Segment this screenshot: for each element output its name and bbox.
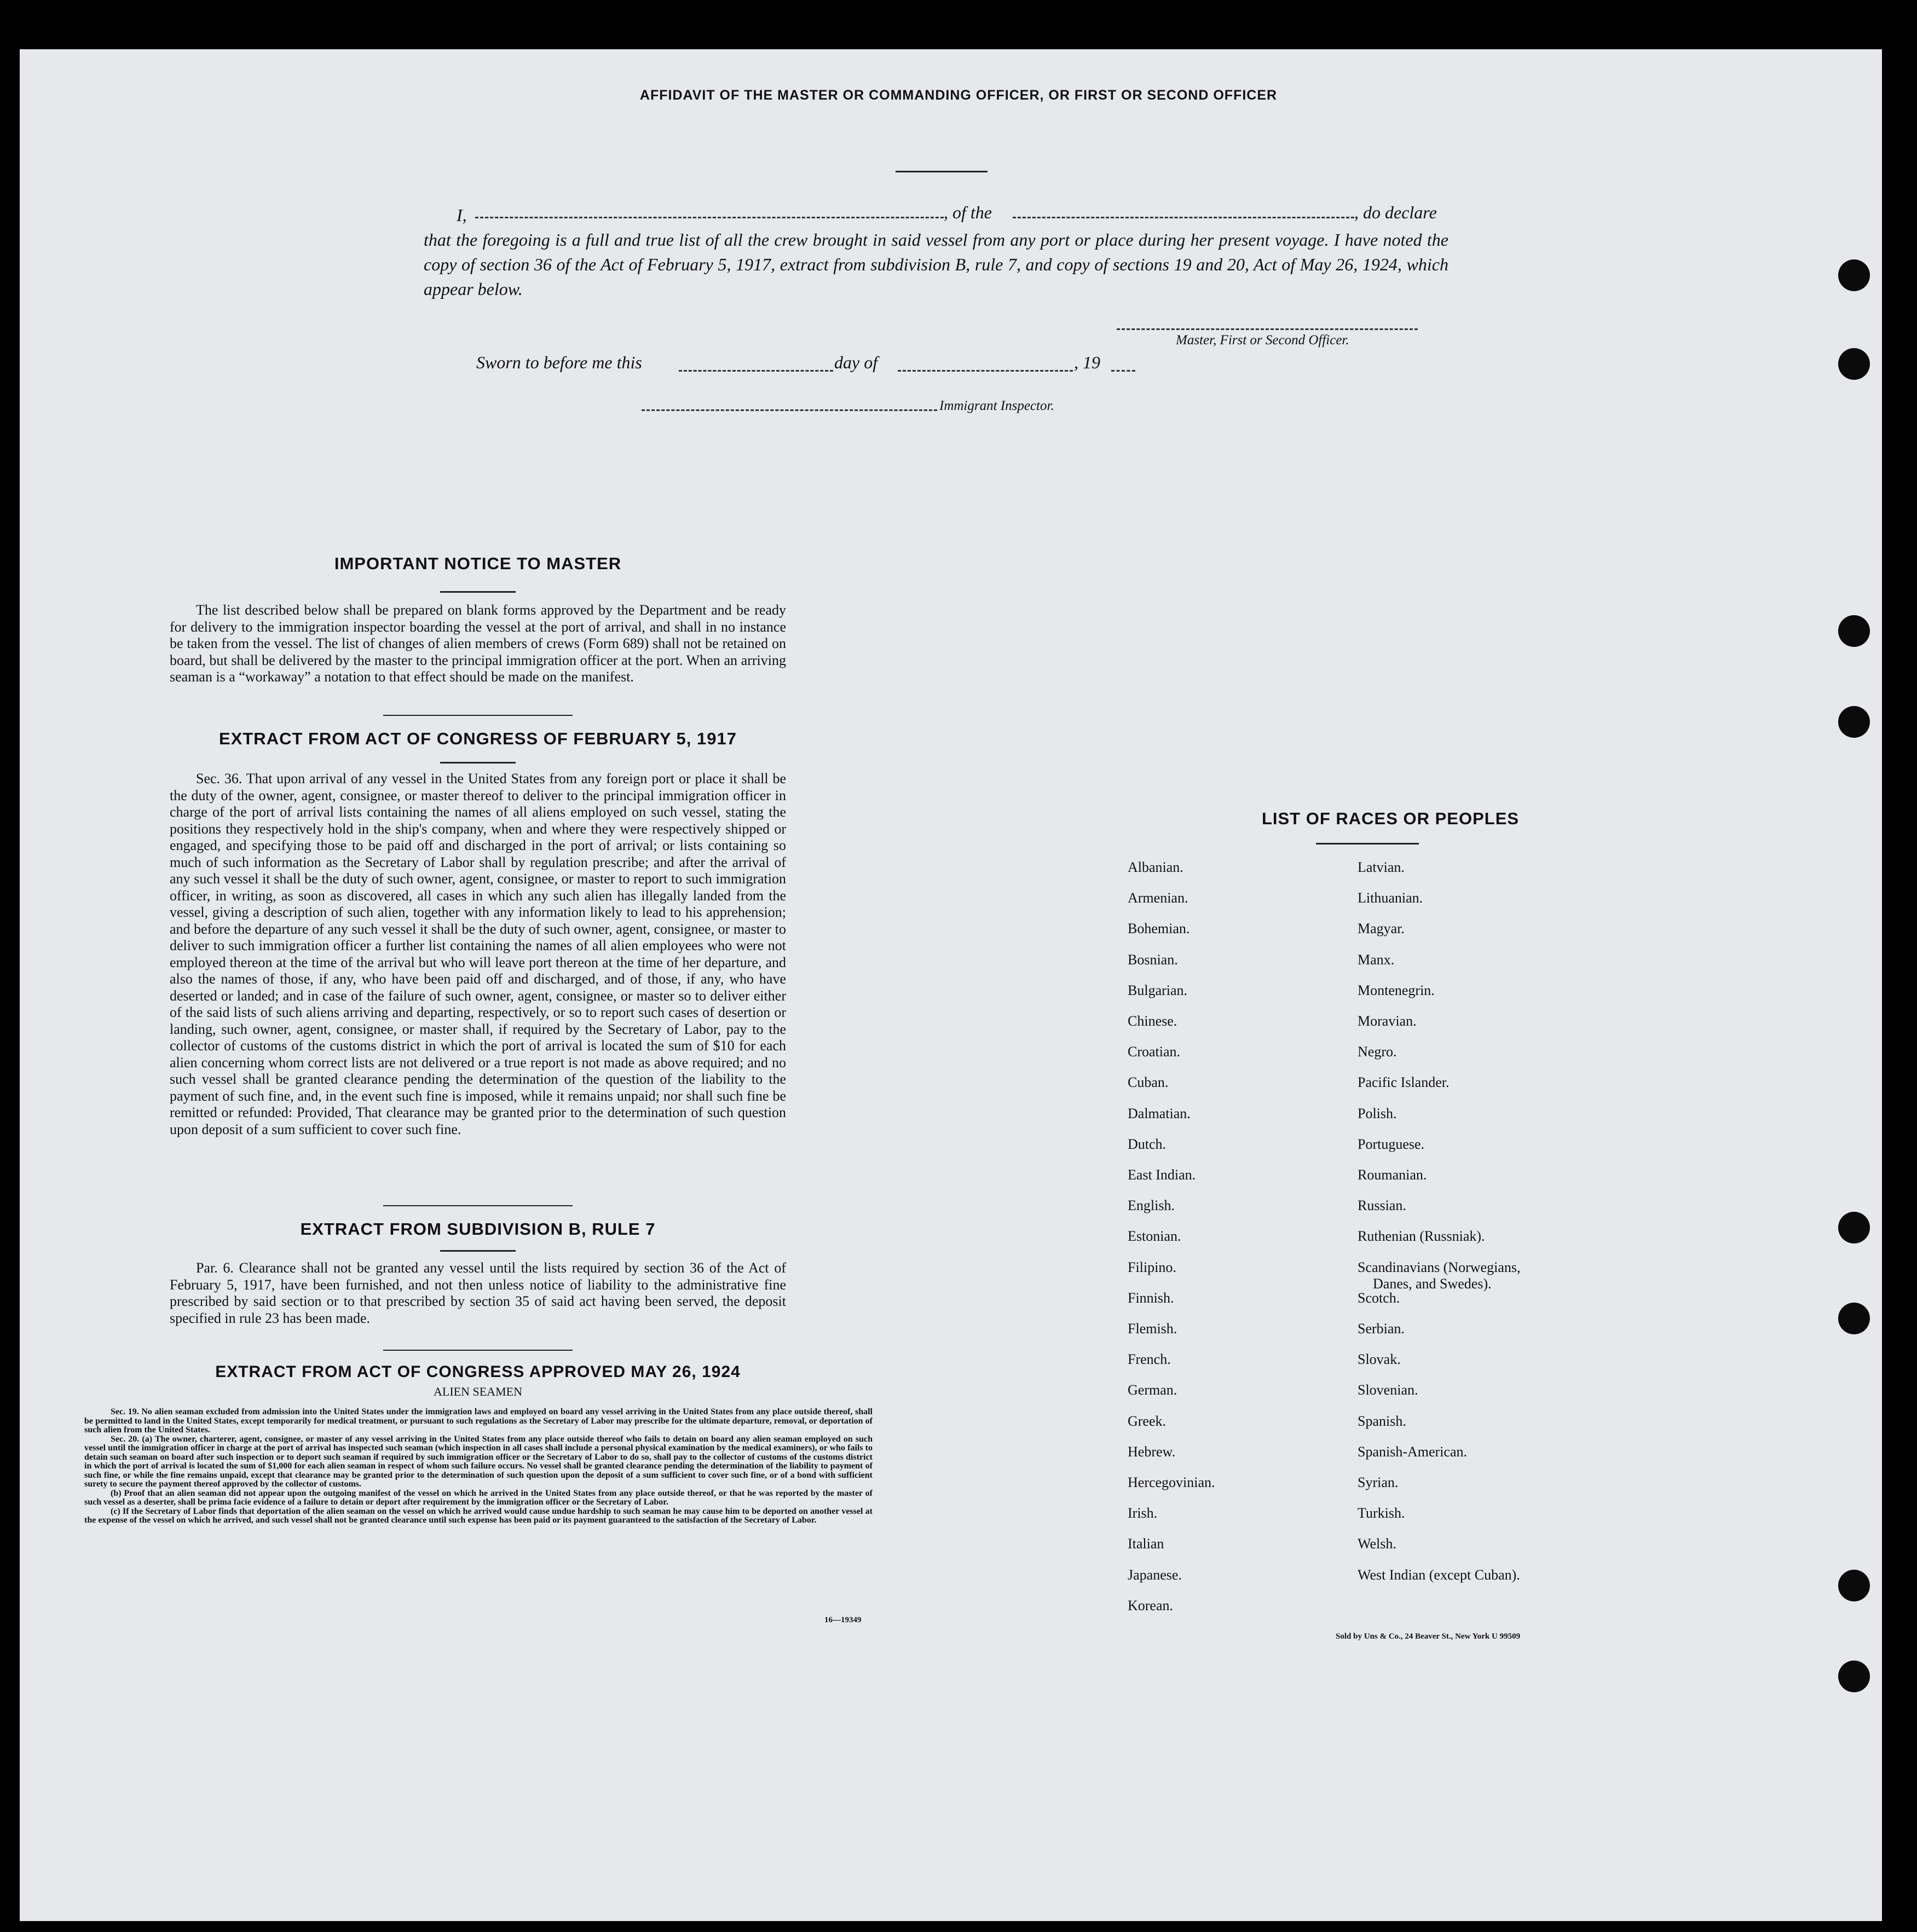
races-heading: LIST OF RACES OR PEOPLES (1261, 809, 1520, 828)
act-1917-heading-rule (440, 762, 516, 763)
binder-hole-6 (1838, 1303, 1870, 1334)
sworn-day-field[interactable] (679, 370, 833, 372)
notice-section-divider (383, 715, 573, 716)
binder-hole-4 (1838, 706, 1870, 738)
race-item: Scotch. (1358, 1290, 1400, 1306)
race-item: Albanian. (1128, 859, 1183, 875)
race-item: Danes, and Swedes). (1373, 1276, 1492, 1292)
act-1924-section-19: Sec. 19. No alien seaman excluded from admission into the United States under the immigration laws and employed on board any vessel arriving in the United States from any place outside thereof, shall be permitted to land in the United States, except temporarily for medical treatment, or pursuant to such regulations as the Secretary of Labor may prescribe for the ultimate departure, removal, or deportation of such alien from the United States. (84, 1407, 873, 1434)
race-item: Slovak. (1358, 1351, 1401, 1367)
race-item: Bulgarian. (1128, 982, 1188, 998)
race-item: Latvian. (1358, 859, 1405, 875)
race-item: Dalmatian. (1128, 1106, 1191, 1121)
act-1917-body (170, 771, 786, 1138)
act-1917-heading: EXTRACT FROM ACT OF CONGRESS OF FEBRUARY 5, 1917 (219, 729, 737, 748)
race-item: Negro. (1358, 1044, 1397, 1060)
rule-7-heading-rule (440, 1250, 516, 1252)
race-item: Polish. (1358, 1106, 1397, 1121)
race-item: Manx. (1358, 952, 1395, 968)
race-item: East Indian. (1128, 1167, 1196, 1183)
race-item: German. (1128, 1382, 1177, 1398)
rule-7-paragraph-6: Par. 6. Clearance shall not be granted any vessel until the lists required by section 36 of the Act of February 5, 1917, have been furnished, and not then unless notice of liability to the administrative fine prescribed by said section or to that prescribed by section 35 of said act having been served, the deposit specified in rule 23 has been made. (170, 1260, 786, 1326)
race-item: Filipino. (1128, 1259, 1176, 1275)
act-1924-body (84, 1408, 873, 1525)
race-item: Greek. (1128, 1413, 1167, 1429)
declare-i-label: I, (457, 205, 467, 225)
affidavit-title: AFFIDAVIT OF THE MASTER OR COMMANDING OFFICER, OR FIRST OR SECOND OFFICER (639, 88, 1278, 103)
race-item: Serbian. (1358, 1321, 1405, 1337)
printer-imprint: Sold by Uns & Co., 24 Beaver St., New York U 99509 (1336, 1632, 1521, 1641)
race-item: Dutch. (1128, 1136, 1167, 1152)
race-item: Ruthenian (Russniak). (1358, 1228, 1485, 1244)
sworn-year-field[interactable] (1111, 370, 1135, 372)
declaration-text: that the foregoing is a full and true list of all the crew brought in said vessel from any port or place during her present voyage. I have noted the copy of section 36 of the Act of February 5, 1917, extract from subdivision B, rule 7, and copy of sections 19 and 20, Act of May 26, 1924, which appear below. (424, 230, 1448, 299)
race-item: Spanish. (1358, 1413, 1406, 1429)
race-item: Irish. (1128, 1505, 1158, 1521)
races-left-column (1128, 859, 1358, 1626)
sworn-year-label: , 19 (1074, 352, 1100, 372)
race-item: Korean. (1128, 1598, 1174, 1613)
race-item: Portuguese. (1358, 1136, 1425, 1152)
notice-heading: IMPORTANT NOTICE TO MASTER (334, 554, 622, 573)
act-1917-section-divider (383, 1205, 573, 1206)
race-item: Hercegovinian. (1128, 1474, 1215, 1490)
race-item: Chinese. (1128, 1013, 1177, 1029)
race-item: Roumanian. (1358, 1167, 1427, 1183)
race-item: West Indian (except Cuban). (1358, 1567, 1520, 1583)
race-item: Armenian. (1128, 890, 1188, 906)
binder-hole-3 (1838, 615, 1870, 647)
notice-body (170, 602, 786, 686)
race-item: Welsh. (1358, 1536, 1396, 1552)
binder-hole-8 (1838, 1661, 1870, 1692)
race-item: Italian (1128, 1536, 1164, 1552)
act-1917-section-36: Sec. 36. That upon arrival of any vessel in the United States from any foreign port or place it shall be the duty of the owner, agent, consignee, or master thereof to deliver to the principal immigration officer in charge of the port of arrival lists containing the names of all aliens employed on such vessel, stating the positions they respectively hold in the ship's company, when and where they were respectively shipped or engaged, and specifying those to be paid off and discharged in the port of arrival; or lists containing so much of such information as the Secretary of Labor shall by regulation prescribe; and after the arrival of any such vessel it shall be the duty of such owner, agent, consignee, or master to report to such immigration officer, in writing, as soon as discovered, all cases in which any such alien has illegally landed from the vessel, giving a description of such alien, together with any information likely to lead to his apprehension; and before the departure of any such vessel it shall be the duty of such owner, agent, consignee, or master to deliver to such immigration officer a further list containing the names of all alien employees who were not employed thereon at the time of the arrival but who will leave port thereon at the time of her departure, and also the names of those, if any, who have been paid off and discharged, and of those, if any, who have deserted or landed; and in case of the failure of such owner, agent, consignee, or master so to deliver either of the said lists of such aliens arriving and departing, respectively, or so to report such cases of desertion or landing, such owner, agent, consignee, or master shall, if required by the Secretary of Labor, pay to the collector of customs of the customs district in which the port of arrival is located the sum of $10 for each alien concerning whom correct lists are not delivered or a true report is not made as above required; and no such vessel shall be granted clearance pending the determination of the question of the liability to the payment of such fine, and, in the event such fine is imposed, while it remains unpaid; nor shall such fine be remitted or refunded: Provided, That clearance may be granted prior to the determination of such question upon deposit of a sum sufficient to cover such fine. (170, 771, 786, 1137)
inspector-signature-field[interactable] (642, 409, 937, 411)
declare-of-the-label: , of the (944, 203, 992, 222)
race-item: Hebrew. (1128, 1444, 1176, 1460)
act-1924-section-20a: Sec. 20. (a) The owner, charterer, agent, consignee, or master of any vessel arriving in the United States from any place outside thereof who fails to detain on board any alien seaman employed on such vessel until the immigration officer in charge at the port of arrival has inspected such seaman (which inspection in all cases shall include a personal physical examination by the medical examiners), or who fails to detain such seaman on board after such inspection or to deport such seaman if required by such immigration officer or the Secretary of Labor to do so, shall pay to the collector of customs of the customs district in which the port of arrival is located the sum of $1,000 for each alien seaman in respect of whom such failure occurs. No vessel shall be granted clearance pending the determination of the liability to payment of such fine, or while the fine remains unpaid, except that clearance may be granted prior to the determination of such question upon the deposit of a sum sufficient to cover such fine, or of a bond with sufficient surety to secure the payment thereof approved by the collector of customs. (84, 1434, 873, 1489)
race-item: Moravian. (1358, 1013, 1417, 1029)
sworn-prefix: Sworn to before me this (476, 352, 642, 372)
race-item: Turkish. (1358, 1505, 1405, 1521)
sworn-day-of-label: day of (834, 352, 878, 372)
race-item: Russian. (1358, 1198, 1406, 1213)
race-item: Lithuanian. (1358, 890, 1423, 906)
binder-hole-1 (1838, 259, 1870, 291)
race-item: Flemish. (1128, 1321, 1177, 1337)
race-item: Pacific Islander. (1358, 1074, 1450, 1090)
act-1924-subheading: ALIEN SEAMEN (434, 1385, 522, 1398)
sworn-month-field[interactable] (898, 370, 1073, 372)
race-item: Syrian. (1358, 1474, 1399, 1490)
vessel-name-field[interactable] (1013, 217, 1354, 218)
race-item: Bosnian. (1128, 952, 1178, 968)
race-item: Estonian. (1128, 1228, 1181, 1244)
race-item: Bohemian. (1128, 921, 1190, 936)
notice-paragraph: The list described below shall be prepared on blank forms approved by the Department and be ready for delivery to the immigration inspector boarding the vessel at the port of arrival, and shall in no instance be taken from the vessel. The list of changes of alien members of crews (Form 689) shall not be retained on board, but shall be delivered by the master to the principal immigration officer at the port. When an arriving seaman is a “workaway” a notation to that effect should be made on the manifest. (170, 602, 786, 685)
master-signature-label: Master, First or Second Officer. (1176, 333, 1349, 348)
race-item: Scandinavians (Norwegians, (1358, 1259, 1521, 1275)
form-number: 16—19349 (824, 1616, 862, 1624)
declarant-name-field[interactable] (475, 217, 944, 218)
race-item: French. (1128, 1351, 1171, 1367)
race-item: Slovenian. (1358, 1382, 1418, 1398)
race-item: Japanese. (1128, 1567, 1182, 1583)
act-1924-section-20b: (b) Proof that an alien seaman did not appear upon the outgoing manifest of the vessel on which he arrived in the United States from any place outside thereof, or that he was reported by the master of such vessel as a deserter, shall be prima facie evidence of a failure to detain or deport after requirement by the immigration officer or the Secretary of Labor. (84, 1488, 873, 1507)
race-item: Finnish. (1128, 1290, 1174, 1306)
declare-do-declare-label: , do declare (1354, 203, 1437, 222)
scan-border (1882, 49, 1917, 1932)
binder-hole-7 (1838, 1570, 1870, 1601)
race-item: Croatian. (1128, 1044, 1181, 1060)
race-item: Spanish-American. (1358, 1444, 1468, 1460)
races-heading-rule (1316, 843, 1419, 844)
notice-heading-rule (440, 591, 516, 593)
act-1924-heading: EXTRACT FROM ACT OF CONGRESS APPROVED MAY 26, 1924 (215, 1363, 741, 1381)
rule-7-body (170, 1260, 786, 1327)
master-signature-field[interactable] (1117, 328, 1418, 330)
races-right-column (1358, 859, 1741, 1626)
act-1924-section-20c: (c) If the Secretary of Labor finds that deportation of the alien seaman on the vessel on which he arrived would cause undue hardship to such seaman he may cause him to be deported on another vessel at the expense of the vessel on which he arrived, and such vessel shall not be granted clearance until such expense has been paid or its payment guaranteed to the satisfaction of the Secretary of Labor. (84, 1506, 873, 1525)
inspector-label: Immigrant Inspector. (939, 398, 1054, 413)
race-item: English. (1128, 1198, 1175, 1213)
race-item: Montenegrin. (1358, 982, 1435, 998)
race-item: Magyar. (1358, 921, 1405, 936)
binder-hole-5 (1838, 1212, 1870, 1243)
rule-7-heading: EXTRACT FROM SUBDIVISION B, RULE 7 (300, 1219, 656, 1239)
affidavit-title-rule (896, 171, 988, 172)
binder-hole-2 (1838, 348, 1870, 380)
race-item: Cuban. (1128, 1074, 1169, 1090)
rule-7-section-divider (383, 1350, 573, 1351)
